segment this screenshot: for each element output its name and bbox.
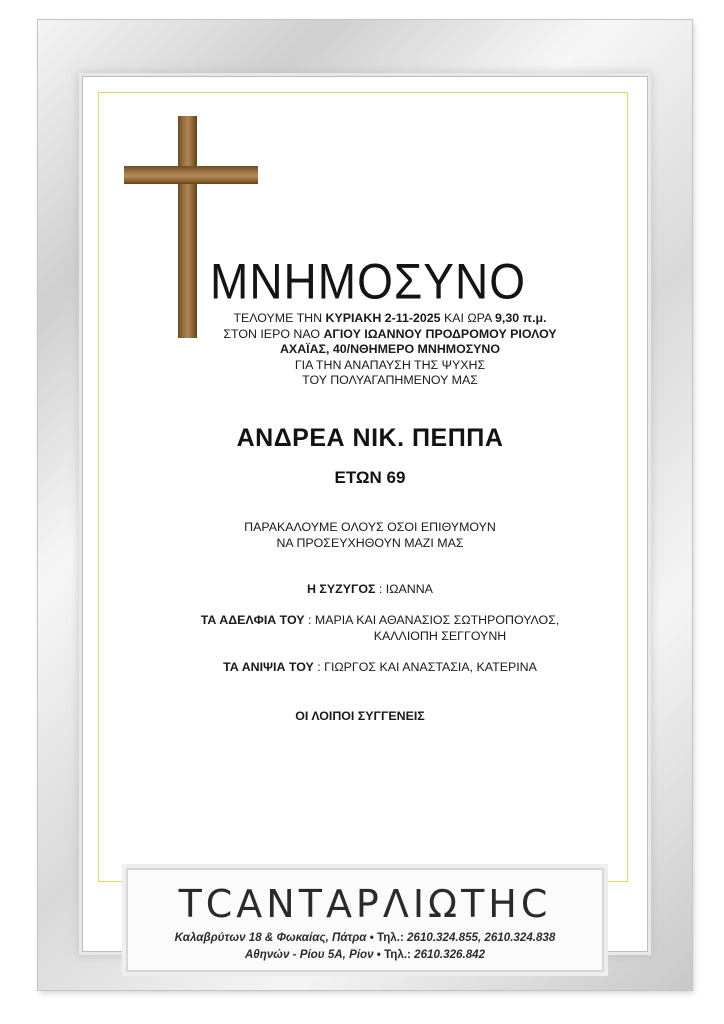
spouse-value: : ΙΩΑΝΝΑ [375,582,433,596]
funeral-home-footer [126,868,604,972]
siblings-value-1: : ΜΑΡΙΑ ΚΑΙ ΑΘΑΝΑΣΙΟΣ ΣΩΤΗΡΟΠΟΥΛΟΣ, [304,613,560,627]
footer-address-line-1 [128,931,602,944]
service-time: 9,30 π.μ. [495,311,547,325]
memorial-type: ΑΧΑΪΑΣ, 40/ΝΘΗΜΕΡΟ ΜΝΗΜΟΣΥΝΟ [279,342,501,357]
footer-address-1: Καλαβρύτων 18 & Φωκαίας, Πάτρα [174,931,367,944]
service-line-4: ΓΙΑ ΤΗΝ ΑΝΑΠΑΥΣΗ ΤΗΣ ΨΥΧΗΣ [294,357,486,372]
service-line-2-prefix: ΣΤΟΝ ΙΕΡΟ ΝΑΟ [223,326,324,341]
siblings-line-1 [160,613,600,629]
siblings-value-2: ΚΑΛΛΙΟΠΗ ΣΕΓΓΟΥΝΗ [373,628,507,643]
nephews-line [150,660,610,676]
siblings-label: ΤΑ ΑΔΕΛΦΙΑ ΤΟΥ [200,613,305,627]
footer-phone-2-label: • Τηλ.: [373,948,415,961]
service-line-2 [200,327,580,343]
church-name: ΑΓΙΟΥ ΙΩΑΝΝΟΥ ΠΡΟΔΡΟΜΟΥ ΡΙΟΛΟΥ [323,326,557,341]
nephews-label: ΤΑ ΑΝΙΨΙΑ ΤΟΥ [223,660,314,674]
spouse-label: Η ΣΥΖΥΓΟΣ [307,582,376,596]
siblings-line [160,613,600,644]
service-line-1-mid: ΚΑΙ ΩΡΑ [440,311,496,325]
footer-phone-2: 2610.326.842 [414,948,486,961]
cross-vertical-beam [178,116,197,338]
service-line-1-prefix: ΤΕΛΟΥΜΕ ΤΗΝ [233,311,326,325]
deceased-age: ΕΤΩΝ 69 [334,468,406,487]
nephews-value: : ΓΙΩΡΓΟΣ ΚΑΙ ΑΝΑΣΤΑΣΙΑ, ΚΑΤΕΡΙΝΑ [313,660,537,674]
invitation-line-1: ΠΑΡΑΚΑΛΟΥΜΕ ΟΛΟΥΣ ΟΣΟΙ ΕΠΙΘΥΜΟΥΝ [244,520,496,534]
service-line-5: ΤΟΥ ΠΟΛΥΑΓΑΠΗΜΕΝΟΥ ΜΑΣ [302,373,478,388]
service-details [200,311,580,389]
service-line-1 [200,311,580,327]
notice-title: ΜΝΗΜΟΣΥΝΟ [210,253,526,310]
deceased-name: ΑΝΔΡΕΑ ΝΙΚ. ΠΕΠΠΑ [236,424,504,452]
footer-phone-1-label: • Τηλ.: [366,931,408,944]
other-relatives: ΟΙ ΛΟΙΠΟΙ ΣΥΓΓΕΝΕΙΣ [295,709,425,723]
company-logo-text: ΤCΑΝΤΑΡΛΙΩΤΗC [178,882,552,926]
invitation-text [180,520,560,551]
footer-address-line-2 [128,948,602,961]
service-line-3 [200,342,580,358]
service-date: ΚΥΡΙΑΚΗ 2-11-2025 [325,311,441,325]
invitation-line-2: ΝΑ ΠΡΟΣΕΥΧΗΘΟΥΝ ΜΑΖΙ ΜΑΣ [276,535,464,550]
spouse-line [140,582,600,598]
footer-address-2: Αθηνών - Ρίου 5Α, Ρίον [244,948,374,961]
footer-phone-1: 2610.324.855, 2610.324.838 [407,931,556,944]
cross-horizontal-beam [124,166,258,184]
